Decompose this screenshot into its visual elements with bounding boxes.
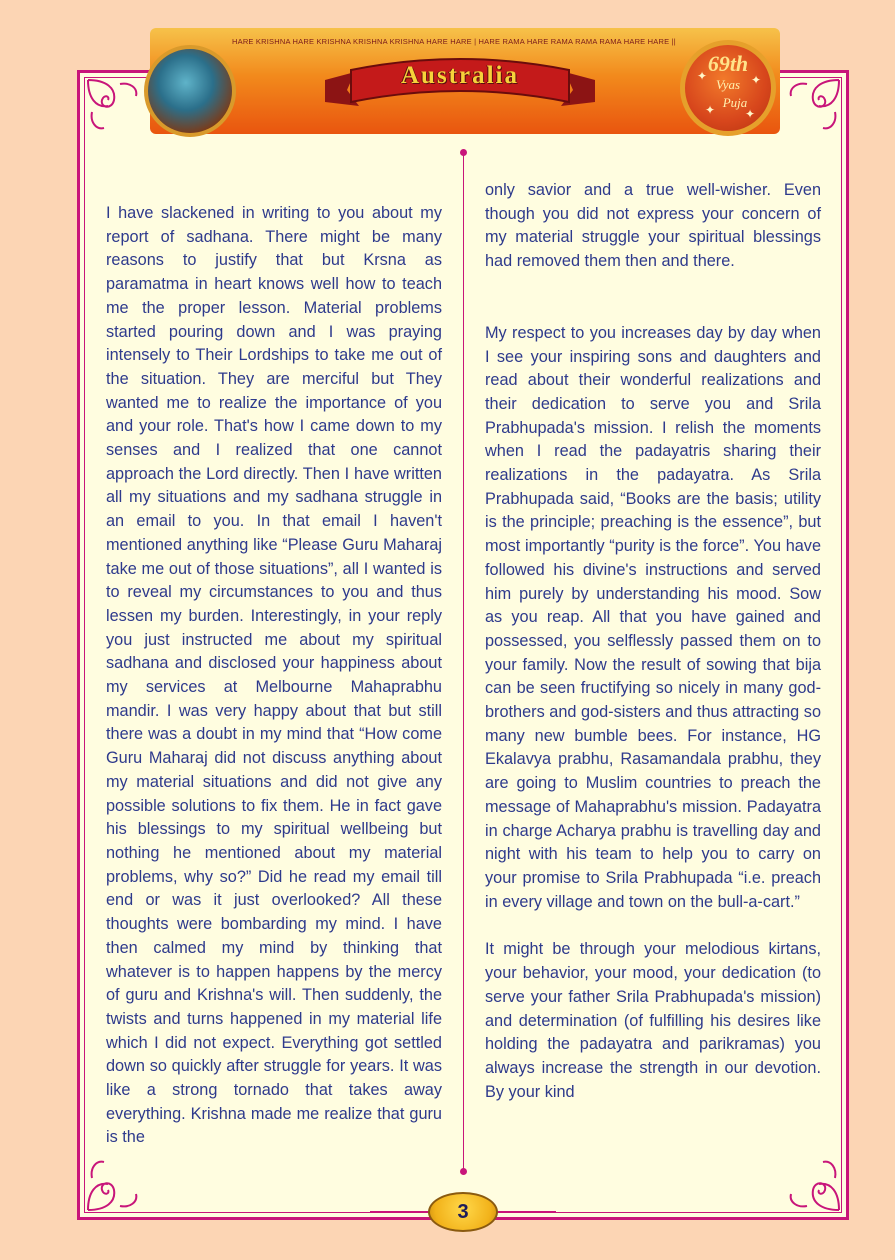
badge-line-2: Puja (722, 95, 748, 110)
badge-number: 69th (707, 51, 749, 76)
corner-ornament (781, 1152, 841, 1212)
star-icon: ✦ (751, 73, 762, 87)
paragraph: I have slackened in writing to you about my report of sadhana. There might be many reasons to justify that but Krsna as paramatma in heart knows well how to teach me the proper lesson. Material problems started pouring down and I was praying intensely to Their Lordships to take me out of the situation. They are merciful but They wanted me to realize the importance of you and your role. That's how I came down to my senses and I realized that one cannot approach the Lord directly. Then I have written all my situations and my sadhana struggle in an email to you. In that email I haven't mentioned anything like “Please Guru Maharaj take me out of those situations”, all I wanted is to reveal my circumstances to you and thus lessen my burden. Interestingly, in your reply you just instructed me about my spiritual sadhana and disclosed your happiness about my services at Melbourne Mahaprabhu mandir. I was very happy about that but still there was a doubt in my mind that “How come Guru Maharaj did not discuss anything about my material situations and did not give any possible solutions to fix them. He in fact gave his blessings to my spiritual wellbeing but nothing he mentioned about my material problems, why so?” Did he read my email till end or was it just overlooked? All these thoughts were bombarding my mind. I have then calmed my mind by thinking that whatever is to happen happens by the mercy of guru and Krishna's will. Then suddenly, the twists and turns happened in my material life which I did not expect. Everything got settled down so quickly after struggle for years. It was like a strong tornado that takes away everything. Krishna made me realize that guru is the (106, 204, 442, 1147)
star-icon: ✦ (745, 107, 756, 121)
star-icon: ✦ (705, 103, 716, 117)
header-chant: HARE KRISHNA HARE KRISHNA KRISHNA KRISHNA HARE HARE | HARE RAMA HARE RAMA RAMA RAMA HARE HARE || (232, 37, 676, 46)
column-divider (463, 152, 464, 1172)
deity-image (144, 45, 236, 137)
badge-line-1: Vyas (715, 77, 741, 92)
paragraph: My respect to you increases day by day when I see your inspiring sons and daughters and read about their wonderful realizations and their dedication to serve you and Srila Prabhupada's mission. I relish the moments when I read the padayatris sharing their realizations in the padayatra. As Srila Prabhupada said, “Books are the basis; utility is the principle; preaching is the essence”, but most importantly “purity is the force”. You have followed his divine's instructions and served him purely by understanding his mood. Sow as you reap. All that you have gained and possessed, you selflessly passed them on to your family. Now the result of sowing that bija can be seen fructifying so nicely in many god-brothers and god-sisters and thus attracting so many new bumble bees. For instance, HG Ekalavya prabhu, Rasamandala prabhu, they are going to Muslim countries to preach the message of Mahaprabhu's mission. Padayatra in charge Acharya prabhu is travelling day and night with his team to help you to carry on your promise to Srila Prabhupada “i.e. preach in every village and town on the bull-a-cart.” (485, 323, 821, 911)
left-column (106, 202, 442, 1150)
divider-end-dot (460, 149, 467, 156)
corner-ornament (781, 78, 841, 138)
page-title: Australia (401, 62, 519, 89)
paragraph: only savior and a true well-wisher. Even though you did not express your concern of my material struggle your spiritual blessings had removed them then and there. (485, 181, 821, 271)
paragraph: It might be through your melodious kirtans, your behavior, your mood, your dedication (to serve your father Srila Prabhupada's mission) and determination (of fulfilling his desires like holding the padayatra and parikramas) you always increase the strength in our devotion. By your kind (485, 940, 821, 1101)
corner-ornament (86, 1152, 146, 1212)
divider-end-dot (460, 1168, 467, 1175)
page-number: 3 (428, 1192, 498, 1232)
star-icon: ✦ (697, 69, 708, 83)
vyas-puja-badge (680, 40, 776, 136)
corner-ornament (86, 78, 146, 138)
right-column (485, 179, 821, 1104)
